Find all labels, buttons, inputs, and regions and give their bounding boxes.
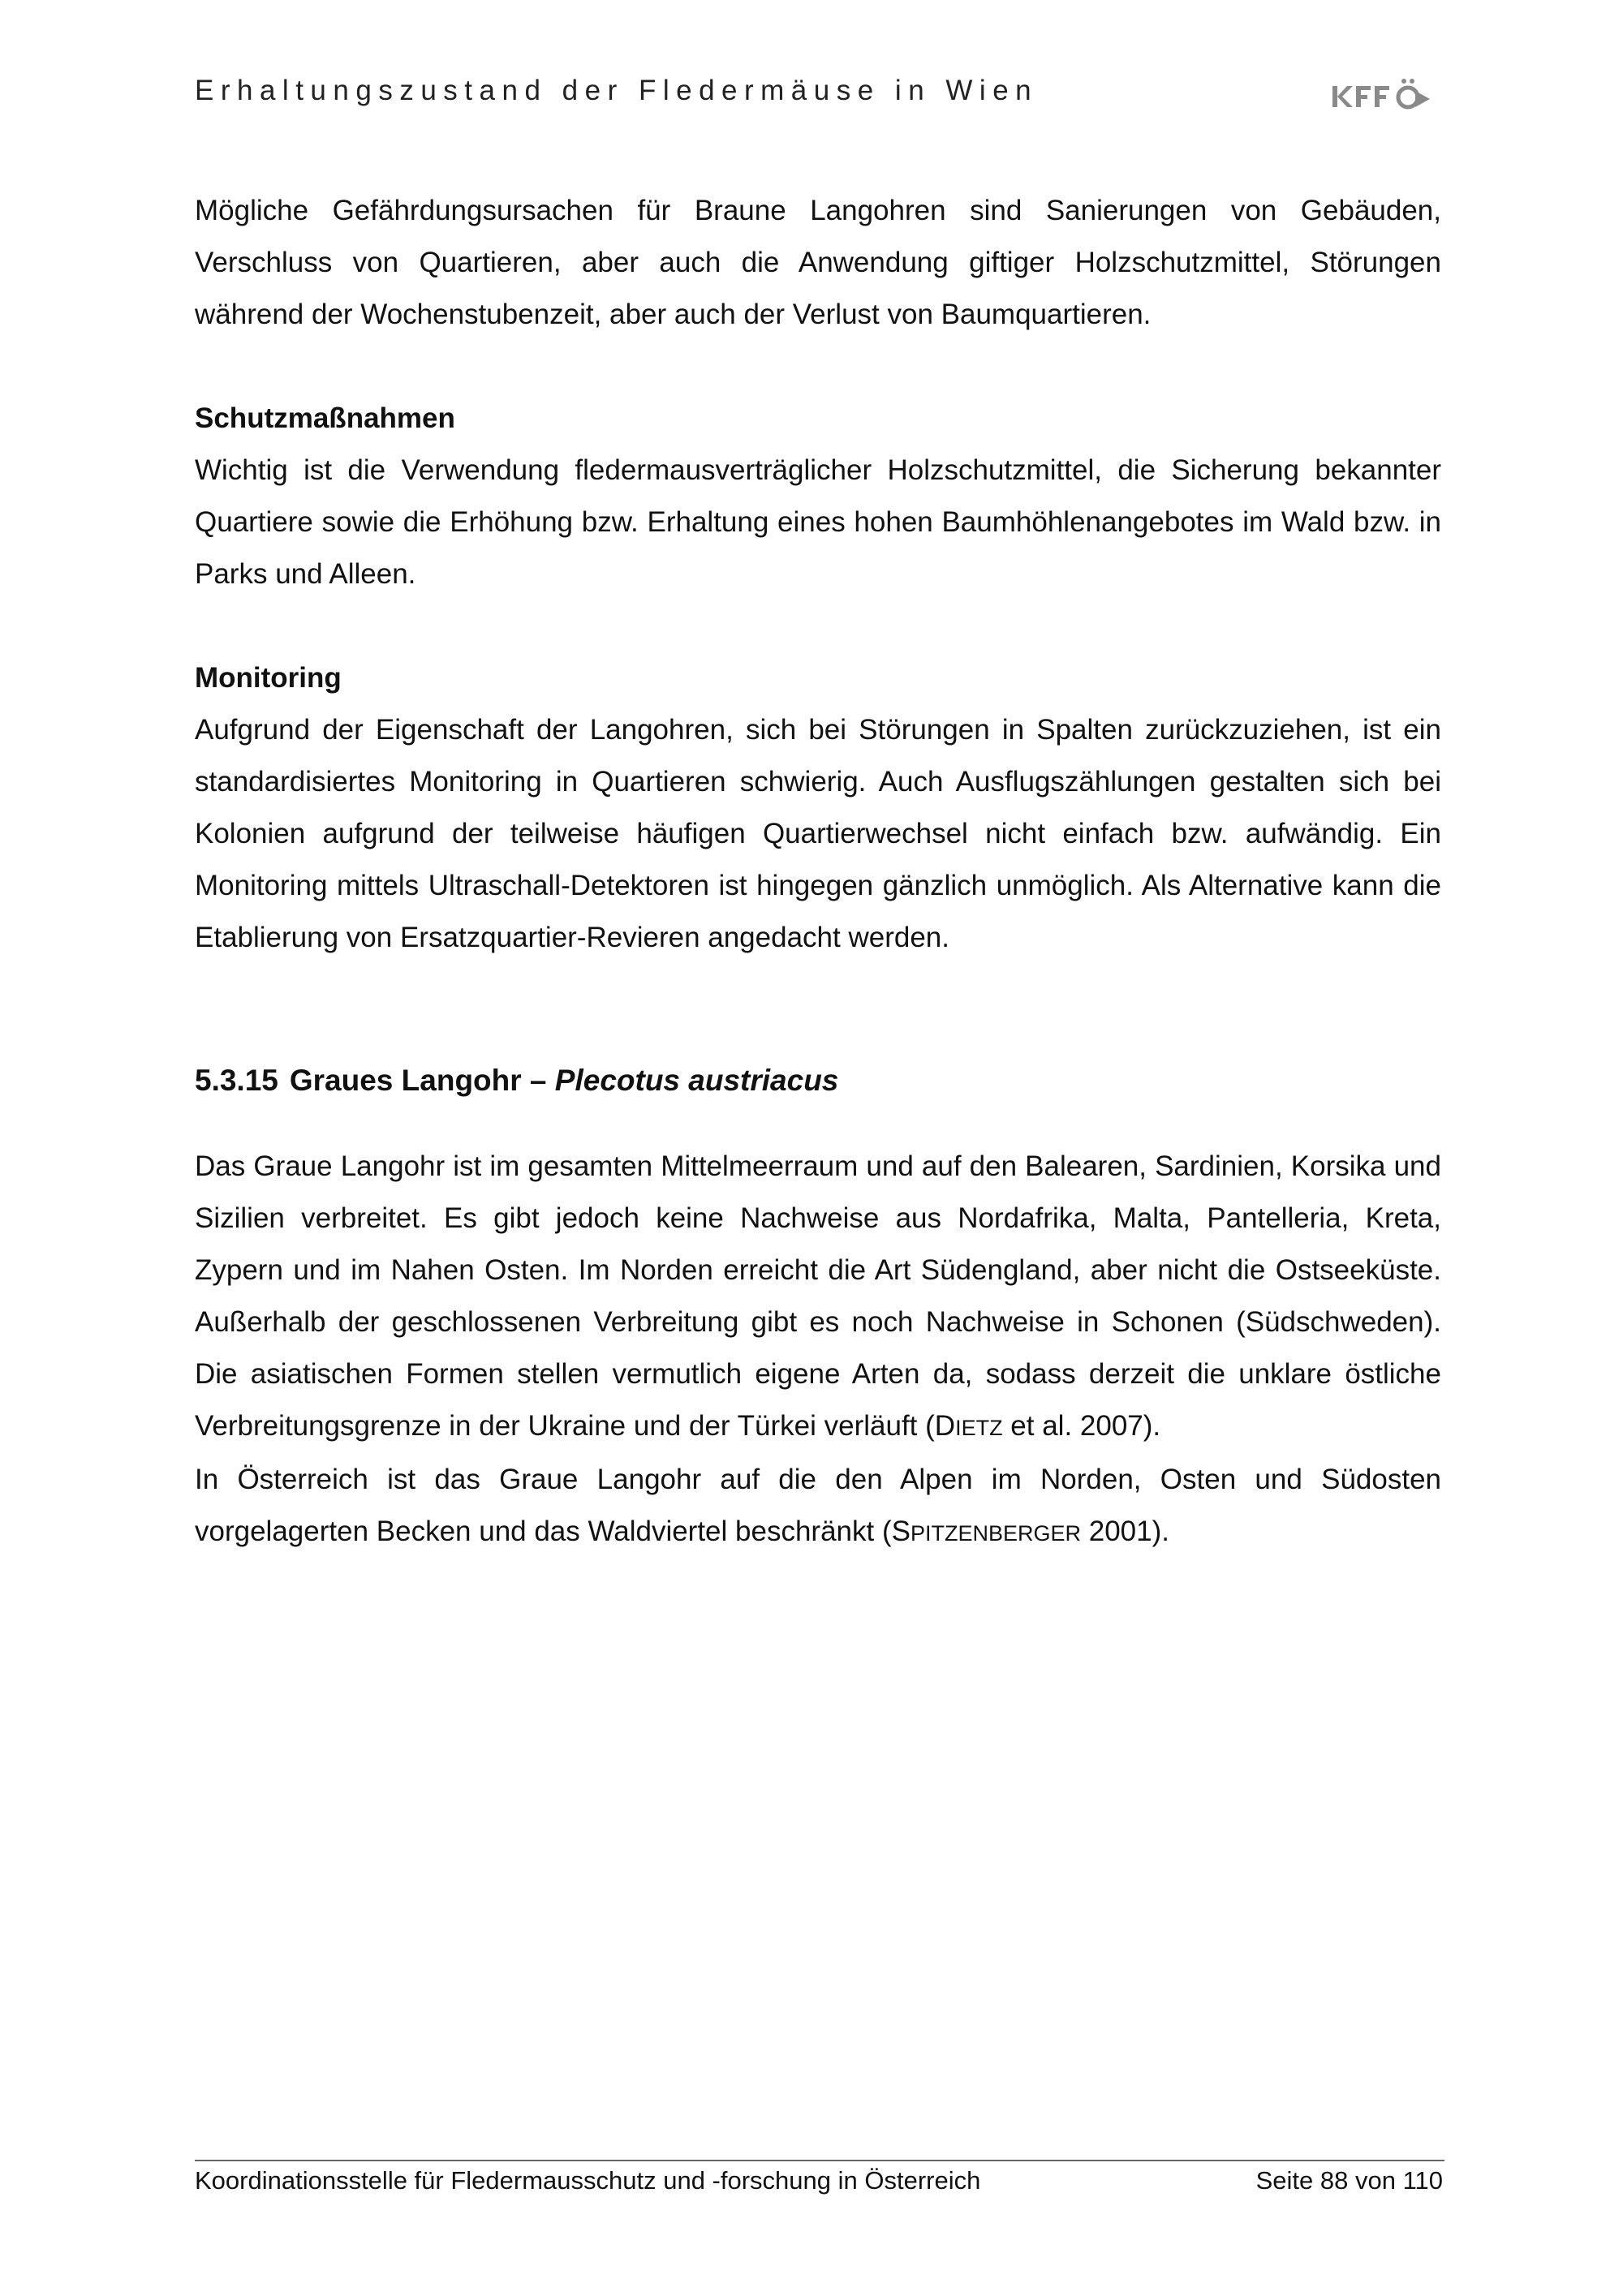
footer-page-number: Seite 88 von 110 [1255,2166,1443,2195]
subheading-schutzmassnahmen: Schutzmaßnahmen [195,402,455,434]
running-header-title: Erhaltungszustand der Fledermäuse in Wien [195,75,1039,106]
section-heading [195,1055,1441,1107]
section-title: Graues Langohr – [289,1064,555,1097]
kffoe-logo [1331,75,1444,117]
footer-organization: Koordinationsstelle für Fledermausschutz und -forschung in Österreich [195,2166,981,2195]
austria-text-end: 2001). [1081,1516,1169,1547]
distribution-text: Das Graue Langohr ist im gesamten Mittelmeerraum und auf den Balearen, Sardinien, Korsika und Sizilien verbreitet. Es gibt jedoch keine Nachweise aus Nordafrika, Malta, Pantelleria, Kreta, Zypern und im Nahen Osten. Im Norden erreicht die Art Südengland, aber nicht die Ostseeküste. Außerhalb der geschlossenen Verbreitung gibt es noch Nachweise in Schonen (Südschweden). Die asiatischen Formen stellen vermutlich eigene Arten da, sodass derzeit die unklare östliche Verbreitungsgrenze in der Ukraine und der Türkei verläuft ( [195,1150,1441,1442]
footer-divider [195,2160,1444,2161]
citation-spitzenberger: SPITZENBERGER [891,1516,1082,1547]
subheading-monitoring: Monitoring [195,662,342,694]
section-species-name: Plecotus austriacus [554,1064,839,1097]
distribution-paragraph [195,1141,1441,1454]
section-number: 5.3.15 [195,1064,278,1097]
citation-dietz: DIETZ [934,1410,1003,1442]
austria-paragraph [195,1454,1441,1559]
schutzmassnahmen-paragraph: Wichtig ist die Verwendung fledermausverträglicher Holzschutzmittel, die Sicherung bekannter Quartiere sowie die Erhöhung bzw. Erhaltung eines hohen Baumhöhlenangebotes im Wald bzw. in Parks und Alleen. [195,454,1441,590]
intro-paragraph: Mögliche Gefährdungsursachen für Braune Langohren sind Sanierungen von Gebäuden, Verschluss von Quartieren, aber auch die Anwendung giftiger Holzschutzmittel, Störungen während der Wochenstubenzeit, aber auch der Verlust von Baumquartieren. [195,195,1441,330]
monitoring-paragraph: Aufgrund der Eigenschaft der Langohren, sich bei Störungen in Spalten zurückzuziehen, ist ein standardisiertes Monitoring in Quartieren schwierig. Auch Ausflugszählungen gestalten sich bei Kolonien aufgrund der teilweise häufigen Quartierwechsel nicht einfach bzw. aufwändig. Ein Monitoring mittels Ultraschall-Detektoren ist hingegen gänzlich unmöglich. Als Alternative kann die Etablierung von Ersatzquartier-Revieren angedacht werden. [195,714,1441,953]
distribution-text-end: et al. 2007). [1002,1410,1161,1442]
page-content [195,185,1441,1559]
austria-text: In Österreich ist das Graue Langohr auf die den Alpen im Norden, Osten und Südosten vorgelagerten Becken und das Waldviertel beschränkt ( [195,1464,1441,1547]
